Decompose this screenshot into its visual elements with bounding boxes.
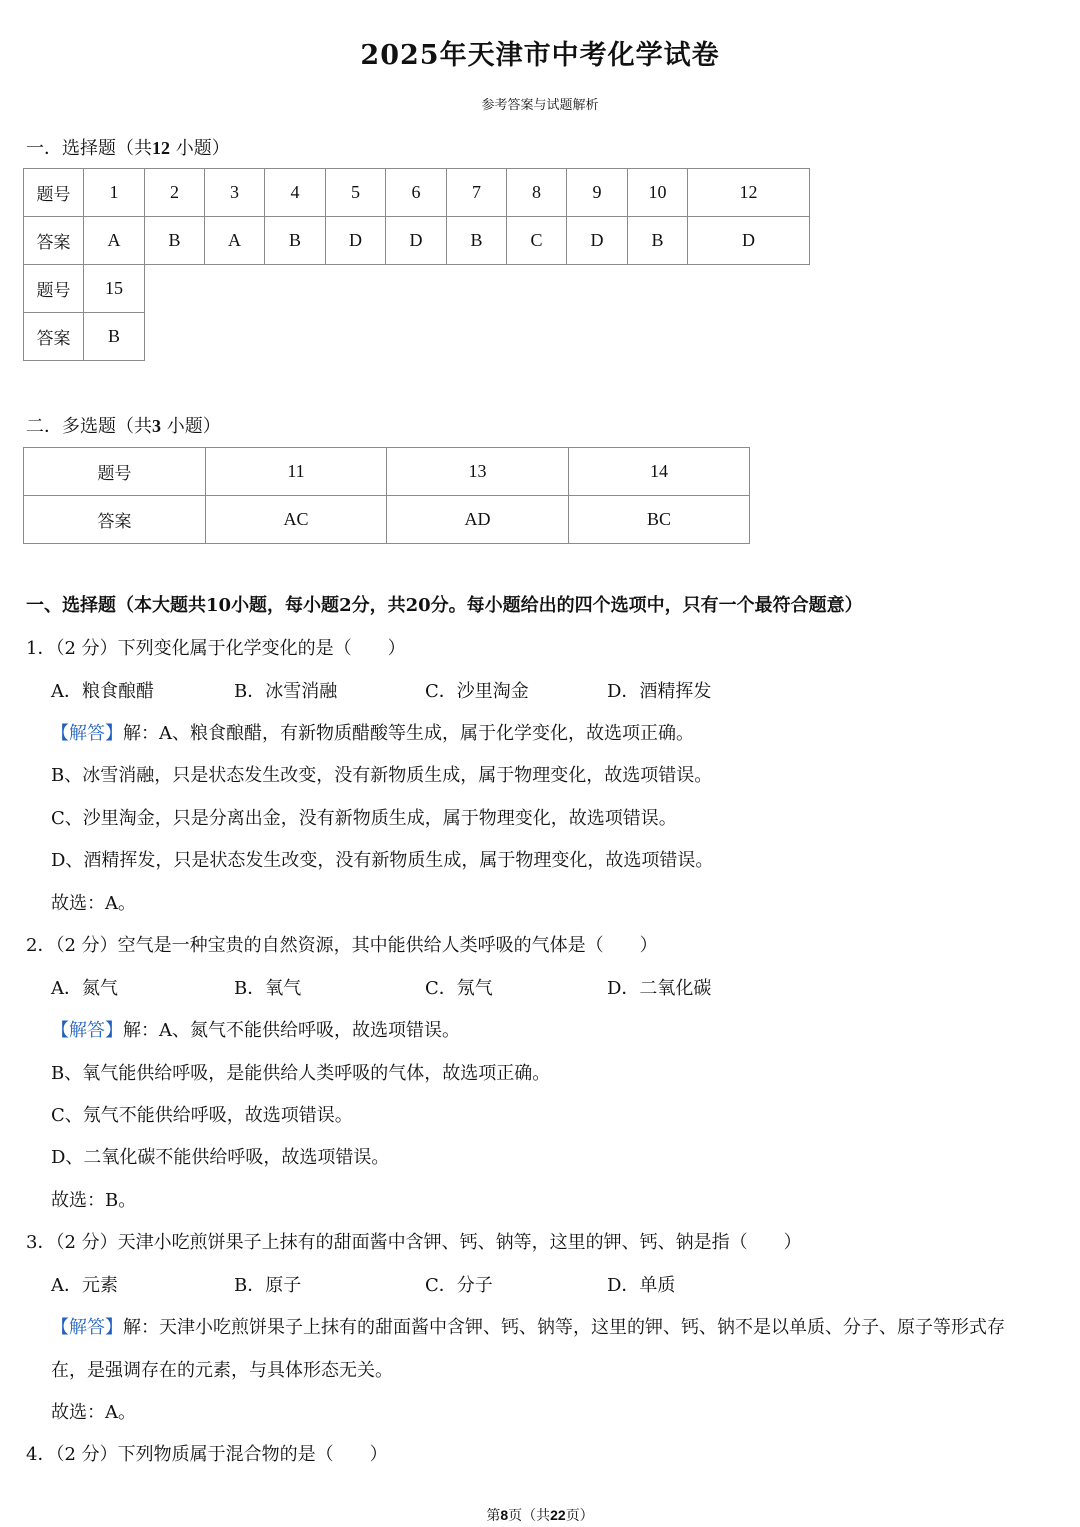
answer-cell: D (567, 217, 628, 265)
q2-option-d: D．二氧化碳 (607, 978, 712, 999)
q1-answer-line: C、沙里淘金，只是分离出金，没有新物质生成，属于物理变化，故选项错误。 (51, 808, 677, 829)
answer-cell: B (145, 217, 205, 265)
question-1-stem: 1．（2 分）下列变化属于化学变化的是（ ） (26, 638, 406, 659)
answer-cell: D (326, 217, 386, 265)
table-row (24, 448, 750, 496)
number-cell: 6 (386, 169, 447, 217)
number-cell: 3 (205, 169, 265, 217)
number-cell: 10 (628, 169, 688, 217)
header-cell: 题号 (24, 265, 84, 313)
q1-option-b: B．冰雪消融 (234, 681, 338, 702)
number-cell: 11 (206, 448, 387, 496)
q3-option-c: C．分子 (425, 1275, 493, 1296)
header-cell: 答案 (24, 496, 206, 544)
number-cell: 12 (688, 169, 810, 217)
q2-answer-line: B、氧气能供给呼吸，是能供给人类呼吸的气体，故选项正确。 (51, 1063, 551, 1084)
q3-option-b: B．原子 (234, 1275, 302, 1296)
number-cell: 9 (567, 169, 628, 217)
header-cell: 题号 (24, 448, 206, 496)
number-cell: 2 (145, 169, 205, 217)
table-row (24, 313, 145, 361)
number-cell: 14 (569, 448, 750, 496)
q2-answer-line: C、氖气不能供给呼吸，故选项错误。 (51, 1105, 353, 1126)
header-cell: 题号 (24, 169, 84, 217)
number-cell: 15 (84, 265, 145, 313)
number-cell: 5 (326, 169, 386, 217)
q2-answer-line: D、二氧化碳不能供给呼吸，故选项错误。 (51, 1147, 390, 1168)
answer-cell: C (507, 217, 567, 265)
q3-answer-line: 故选：A。 (51, 1402, 136, 1423)
answer-cell: BC (569, 496, 750, 544)
number-cell: 7 (447, 169, 507, 217)
answer-cell: AC (206, 496, 387, 544)
question-3-stem: 3．（2 分）天津小吃煎饼果子上抹有的甜面酱中含钾、钙、钠等，这里的钾、钙、钠是指（ ） (26, 1232, 802, 1253)
table-row (24, 496, 750, 544)
answer-cell: B (447, 217, 507, 265)
answer-cell: B (265, 217, 326, 265)
number-cell: 8 (507, 169, 567, 217)
answer-cell: B (84, 313, 145, 361)
answer-cell: A (84, 217, 145, 265)
section1-heading: 一．选择题（共12 小题） (26, 138, 230, 159)
q2-option-b: B．氧气 (234, 978, 302, 999)
number-cell: 13 (387, 448, 569, 496)
answer-table-2 (23, 264, 145, 361)
q3-answer-line: 【解答】解：天津小吃煎饼果子上抹有的甜面酱中含钾、钙、钠等，这里的钾、钙、钠不是以单质、分子、原子等形式存 (51, 1317, 1005, 1338)
answer-table-3 (23, 447, 750, 544)
q1-answer-line: 故选：A。 (51, 893, 136, 914)
header-cell: 答案 (24, 313, 84, 361)
q1-answer-line: B、冰雪消融，只是状态发生改变，没有新物质生成，属于物理变化，故选项错误。 (51, 765, 713, 786)
q3-option-a: A．元素 (51, 1275, 118, 1296)
answer-tag: 【解答】 (51, 1020, 123, 1041)
answer-cell: D (386, 217, 447, 265)
q2-answer-line: 故选：B。 (51, 1190, 137, 1211)
answer-tag: 【解答】 (51, 1317, 123, 1338)
q2-option-a: A．氮气 (51, 978, 118, 999)
answer-cell: AD (387, 496, 569, 544)
question-2-stem: 2．（2 分）空气是一种宝贵的自然资源，其中能供给人类呼吸的气体是（ ） (26, 935, 658, 956)
q1-answer-line: D、酒精挥发，只是状态发生改变，没有新物质生成，属于物理变化，故选项错误。 (51, 850, 714, 871)
table-row (24, 217, 810, 265)
answer-cell: D (688, 217, 810, 265)
q3-answer-line: 在，是强调存在的元素，与具体形态无关。 (51, 1360, 393, 1381)
q1-option-c: C．沙里淘金 (425, 681, 529, 702)
number-cell: 4 (265, 169, 326, 217)
number-cell: 1 (84, 169, 145, 217)
table-row (24, 265, 145, 313)
q2-answer-line: 【解答】解：A、氮气不能供给呼吸，故选项错误。 (51, 1020, 460, 1041)
question-4-stem: 4．（2 分）下列物质属于混合物的是（ ） (26, 1444, 388, 1465)
section3-heading: 一、选择题（本大题共10小题，每小题2分，共20分。每小题给出的四个选项中，只有一个最符合题意） (26, 595, 863, 616)
page-subtitle: 参考答案与试题解析 (481, 98, 599, 113)
answer-cell: A (205, 217, 265, 265)
page-footer: 第8页（共22页） (486, 1507, 594, 1524)
q1-option-a: A．粮食酿醋 (51, 681, 154, 702)
q1-option-d: D．酒精挥发 (607, 681, 712, 702)
table-row (24, 169, 810, 217)
answer-cell: B (628, 217, 688, 265)
q3-option-d: D．单质 (607, 1275, 676, 1296)
q1-answer-line: 【解答】解：A、粮食酿醋，有新物质醋酸等生成，属于化学变化，故选项正确。 (51, 723, 694, 744)
q2-option-c: C．氖气 (425, 978, 493, 999)
page-title: 2025年天津市中考化学试卷 (360, 40, 720, 71)
header-cell: 答案 (24, 217, 84, 265)
answer-table-1 (23, 168, 810, 265)
section2-heading: 二．多选题（共3 小题） (26, 416, 221, 437)
answer-tag: 【解答】 (51, 723, 123, 744)
